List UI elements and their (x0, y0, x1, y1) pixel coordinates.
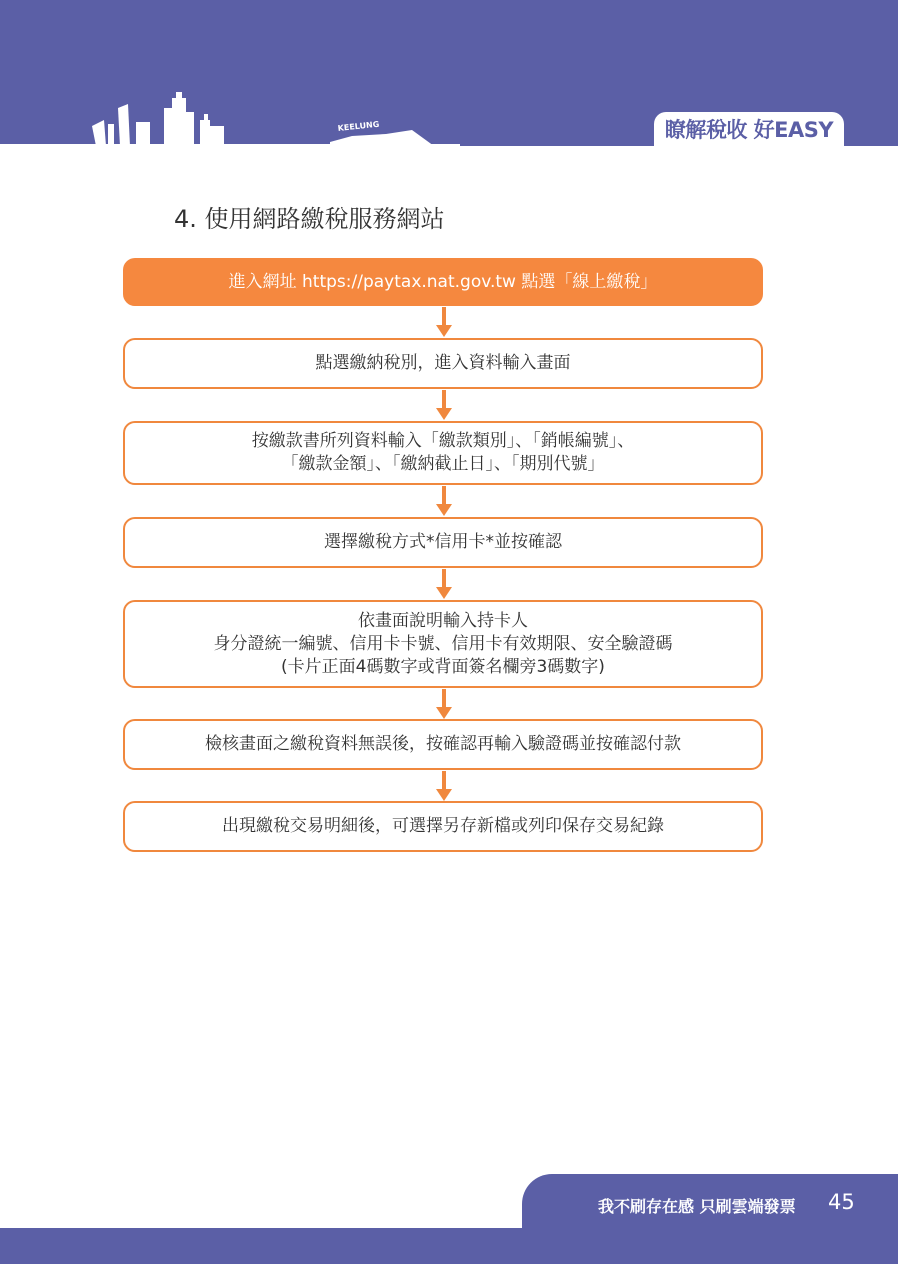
section-title: 4. 使用網路繳稅服務網站 (174, 205, 445, 233)
flow-step-2 (123, 338, 763, 389)
footer-slogan: 我不刷存在感 只刷雲端發票 (598, 1197, 796, 1216)
footer-band (0, 1228, 898, 1264)
flow-arrow-icon (437, 486, 451, 516)
flow-step-4 (123, 517, 763, 568)
flow-step-7 (123, 801, 763, 852)
flow-step-text: 依畫面說明輸入持卡人 (358, 610, 528, 631)
flow-step-3 (123, 421, 763, 485)
flow-step-6 (123, 719, 763, 770)
flow-arrow-icon (437, 569, 451, 599)
flow-step-5 (123, 600, 763, 688)
header-slogan: 瞭解稅收 好EASY (654, 112, 844, 146)
keelung-skyline-logo (0, 90, 460, 146)
flow-step-text: (卡片正面4碼數字或背面簽名欄旁3碼數字) (281, 656, 605, 677)
flow-step-text: 點選繳納稅別，進入資料輸入畫面 (315, 353, 571, 373)
flow-arrow-icon (437, 390, 451, 420)
flow-step-text: 出現繳稅交易明細後，可選擇另存新檔或列印保存交易紀錄 (222, 816, 664, 836)
flow-step-text: 「繳款金額」、「繳納截止日」、「期別代號」 (281, 454, 605, 474)
flow-step-text: 身分證統一編號、信用卡卡號、信用卡有效期限、安全驗證碼 (213, 633, 673, 654)
flow-arrow-icon (437, 771, 451, 801)
flow-step-text: 選擇繳稅方式*信用卡*並按確認 (324, 532, 562, 552)
flow-arrow-icon (437, 689, 451, 719)
flow-step-1 (123, 258, 763, 306)
flow-step-text: 按繳款書所列資料輸入「繳款類別」、「銷帳編號」、 (251, 431, 635, 451)
keelung-logo-text: KEELUNG (337, 119, 380, 133)
flow-step-text: 檢核畫面之繳稅資料無誤後，按確認再輸入驗證碼並按確認付款 (205, 734, 681, 754)
flow-step-text: 進入網址 https://paytax.nat.gov.tw 點選「線上繳稅」 (228, 271, 658, 292)
page-number: 45 (828, 1190, 855, 1214)
flow-arrow-icon (437, 307, 451, 337)
